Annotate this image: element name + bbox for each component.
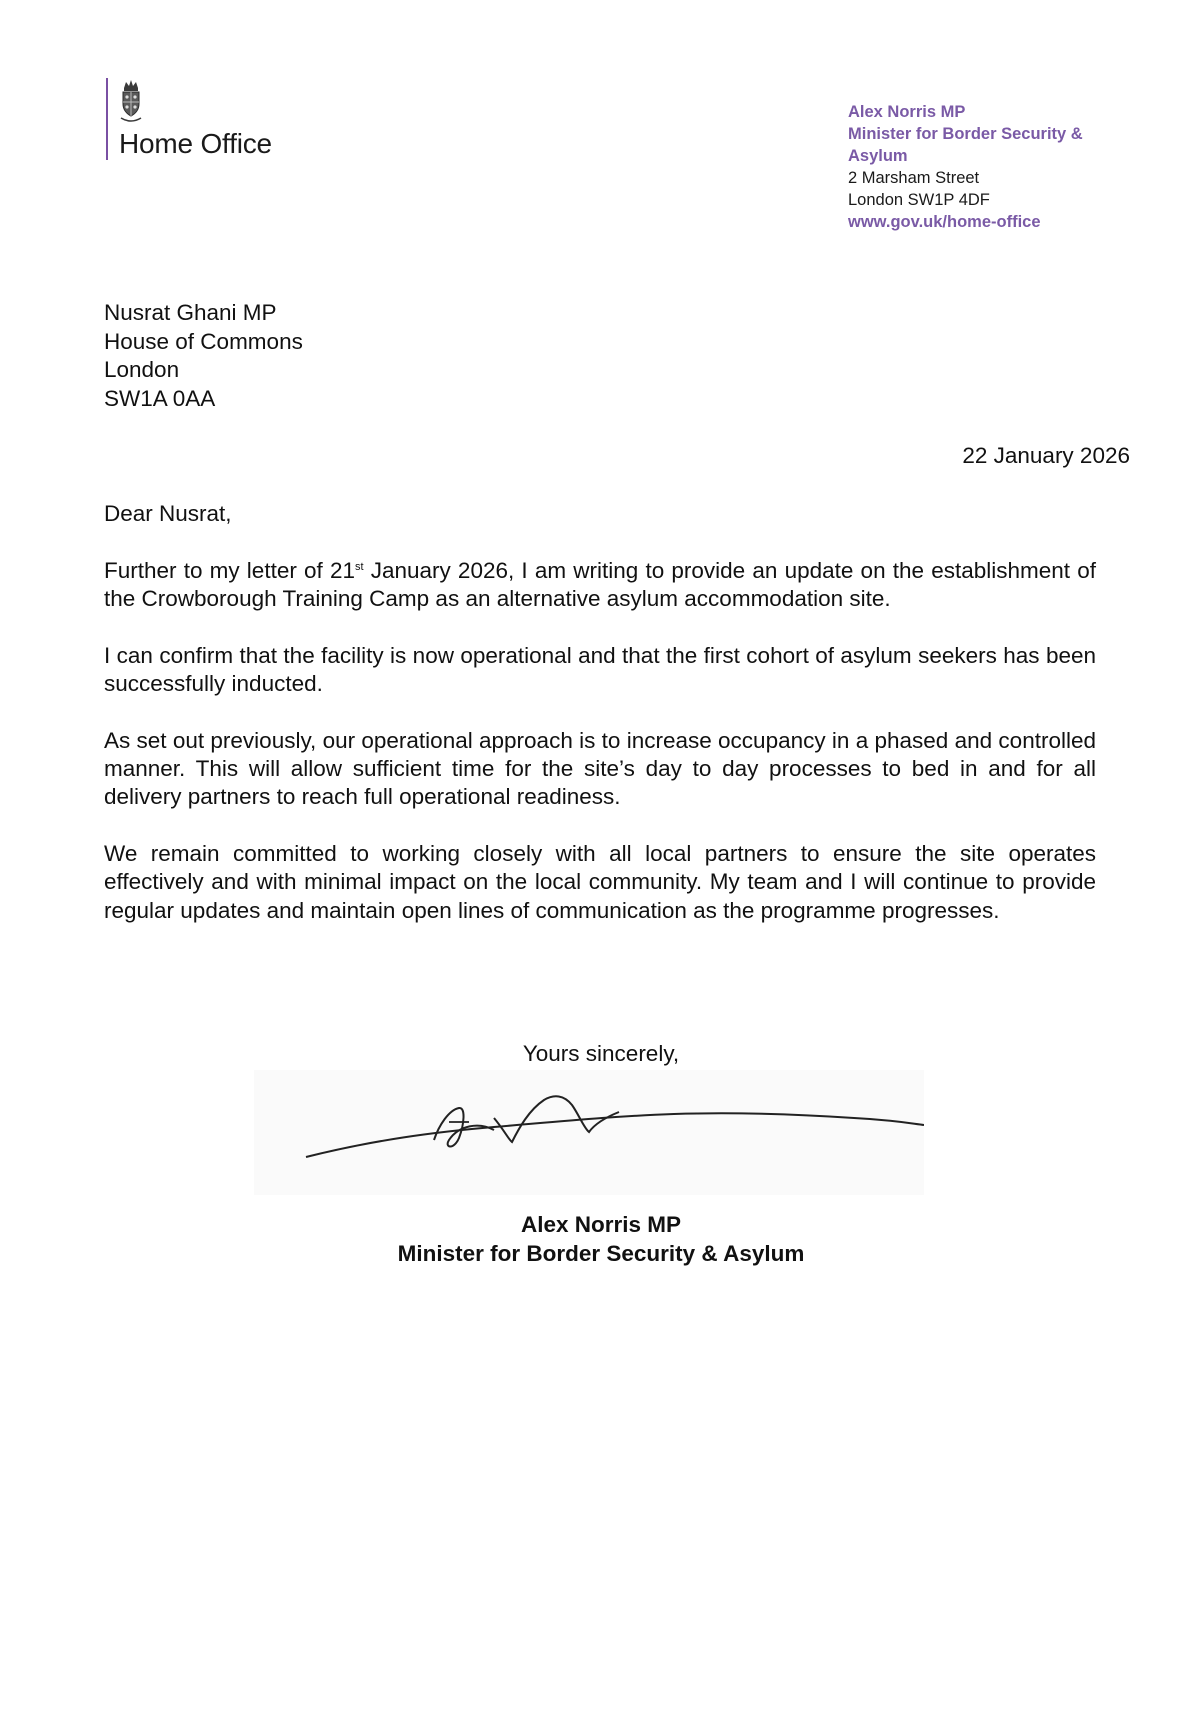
department-name: Home Office: [119, 128, 272, 159]
letter-body: [104, 557, 1096, 953]
recipient-name: Nusrat Ghani MP: [104, 300, 277, 325]
royal-crest-icon: [119, 78, 143, 126]
recipient-address: [104, 299, 303, 413]
signoff-name: Alex Norris MP: [520, 1212, 682, 1237]
signature-image: [254, 1070, 924, 1195]
sender-website-link[interactable]: www.gov.uk/home-office: [848, 213, 1041, 231]
paragraph-1-rest: January 2026, I am writing to provide an update on the establishment of the Crowborough Training Camp as an alternative asylum accommodation site.: [104, 558, 1096, 612]
paragraph-2: I can confirm that the facility is now operational and that the first cohort of asylum seekers has been successfully inducted.: [104, 642, 1096, 697]
recipient-line2: London: [104, 357, 180, 382]
home-office-logo: [106, 78, 306, 164]
sender-name: Alex Norris MP: [848, 103, 966, 121]
paragraph-3: As set out previously, our operational approach is to increase occupancy in a phased and controlled manner. This will allow sufficient time for the site’s day to day processes to bed in and for all delivery partners to reach full operational readiness.: [104, 727, 1096, 810]
sender-title-line2: Asylum: [848, 147, 908, 165]
signoff-title: Minister for Border Security & Asylum: [397, 1241, 805, 1266]
signoff-block: [0, 1210, 1202, 1268]
recipient-postcode: SW1A 0AA: [104, 385, 216, 411]
closing: Yours sincerely,: [522, 1041, 680, 1066]
salutation: Dear Nusrat,: [104, 501, 232, 526]
logo-divider: [106, 78, 108, 160]
paragraph-1: [104, 557, 1096, 614]
letter-date: 22 January 2026: [962, 443, 1130, 468]
day-ordinal-suffix: st: [354, 560, 364, 573]
paragraph-4: We remain committed to working closely with all local partners to ensure the site operates effectively and with minimal impact on the local community. My team and I will continue to provide regular updates and maintain open lines of communication as the programme progresses.: [104, 840, 1096, 923]
sender-title-line1: Minister for Border Security &: [848, 125, 1083, 143]
sender-block: [848, 101, 1148, 233]
paragraph-1-start: Further to my letter of 21: [104, 558, 355, 583]
recipient-line1: House of Commons: [104, 328, 303, 354]
sender-address-line2: London SW1P 4DF: [848, 191, 990, 209]
sender-address-line1: 2 Marsham Street: [848, 169, 980, 187]
